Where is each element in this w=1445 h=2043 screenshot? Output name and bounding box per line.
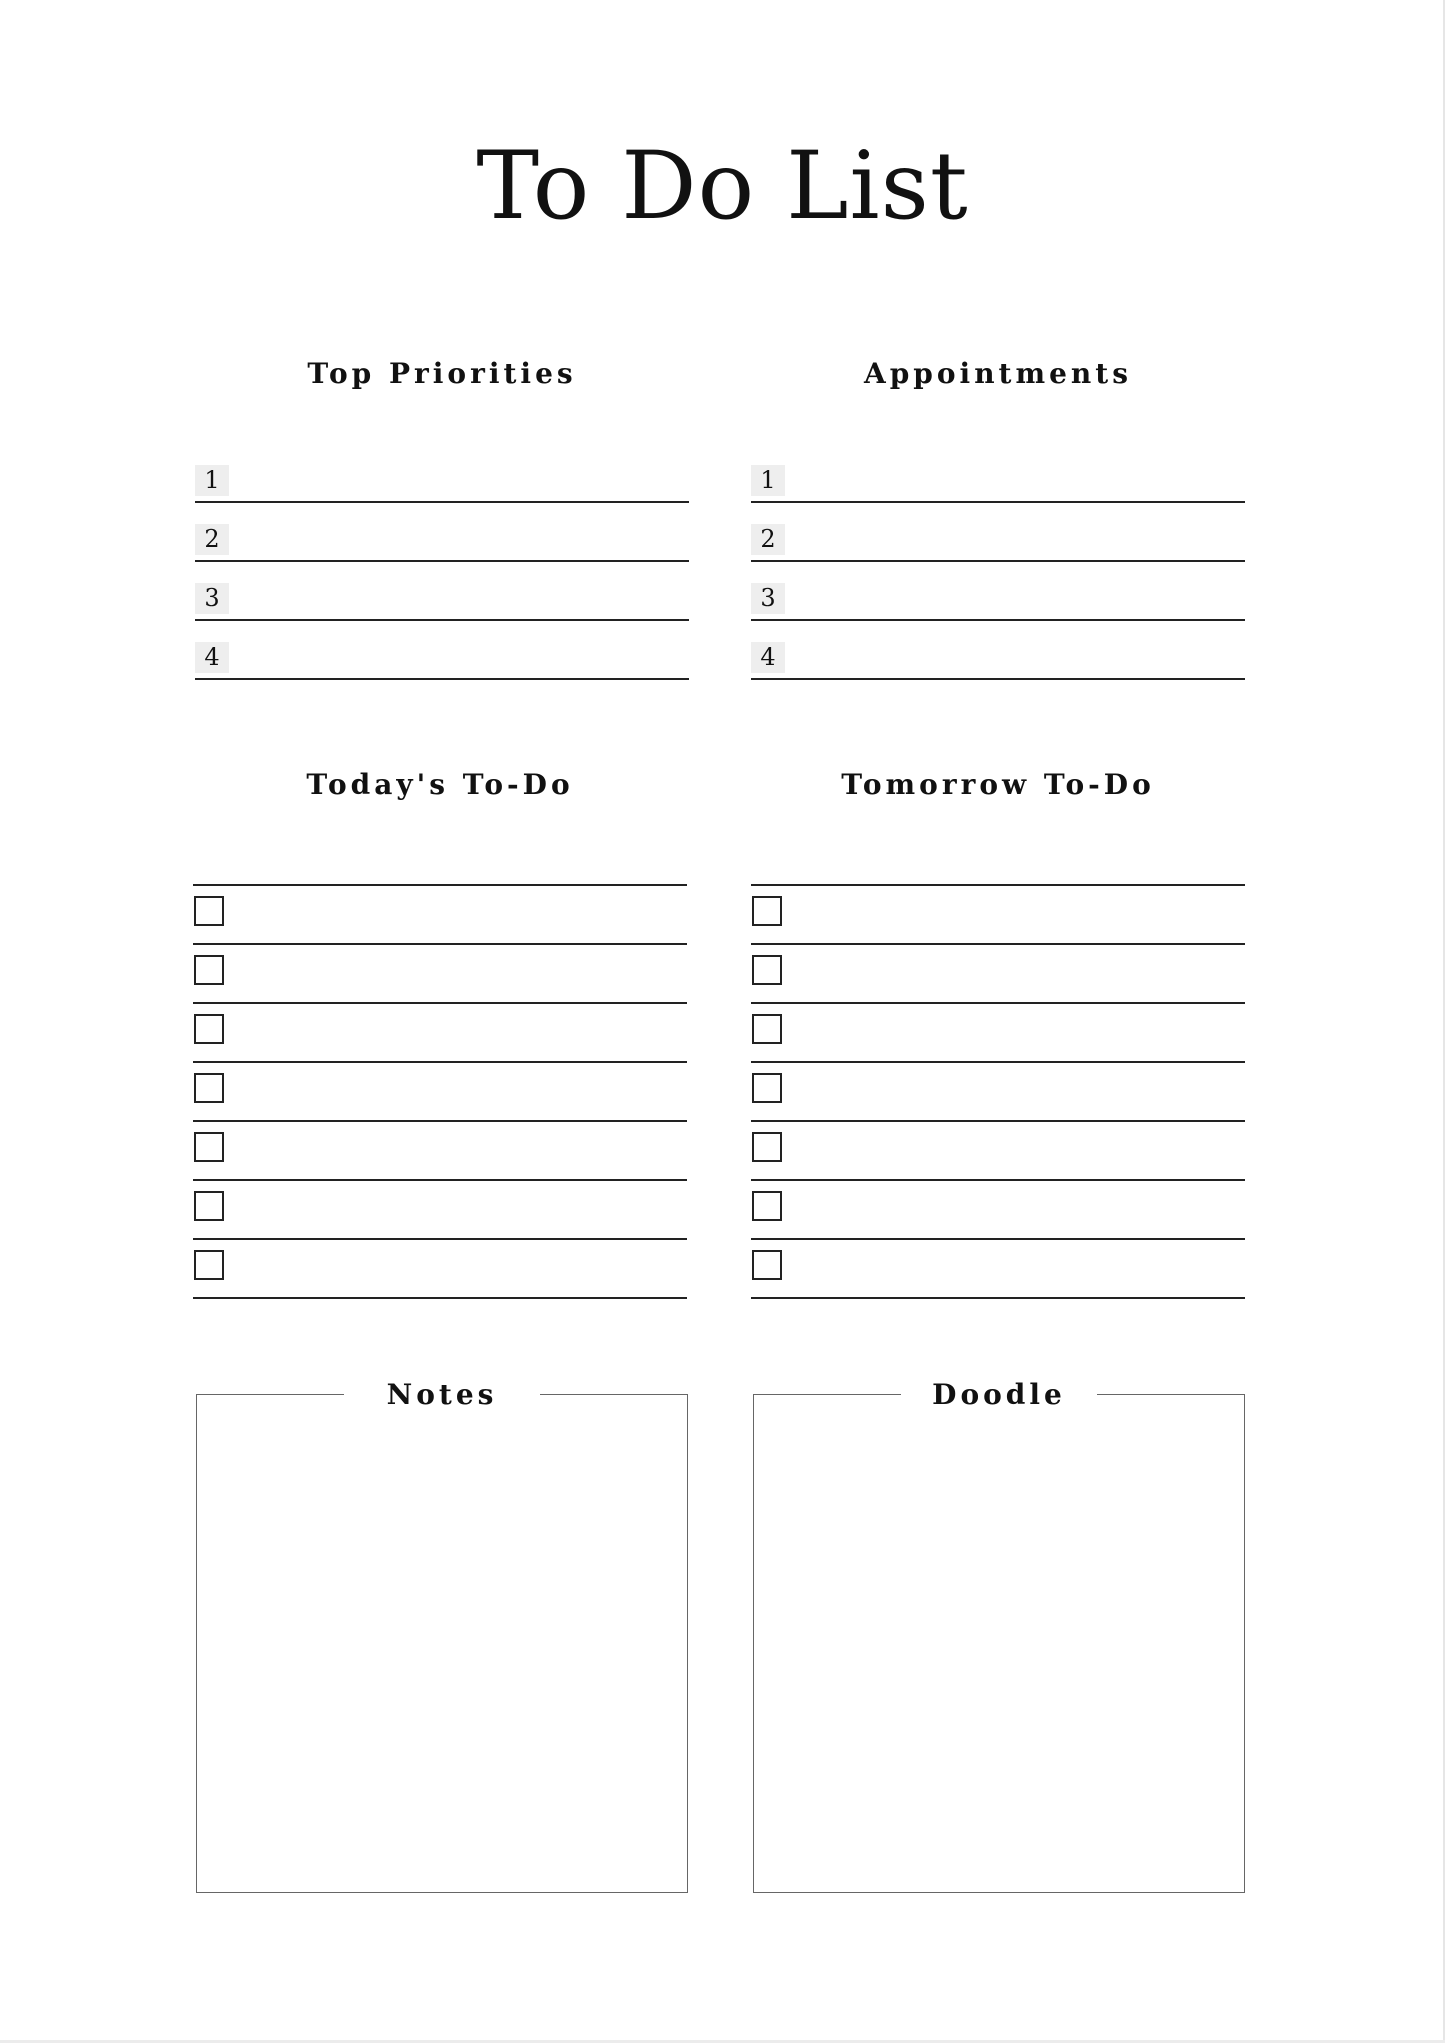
- page-title: To Do List: [476, 132, 969, 241]
- doodle-heading: Doodle: [901, 1378, 1097, 1412]
- appointments-list: [751, 464, 1245, 680]
- empty-checkbox-icon[interactable]: [752, 1191, 782, 1221]
- tomorrow-todo-line-4[interactable]: [751, 1063, 1245, 1122]
- empty-checkbox-icon[interactable]: [194, 1014, 224, 1044]
- todays-todo-heading: Today's To-Do: [306, 768, 574, 801]
- priority-line-3[interactable]: [195, 562, 689, 621]
- empty-checkbox-icon[interactable]: [752, 1250, 782, 1280]
- tomorrow-todo-heading: Tomorrow To-Do: [841, 768, 1155, 801]
- notes-heading: Notes: [344, 1378, 540, 1412]
- empty-checkbox-icon[interactable]: [752, 896, 782, 926]
- top-priorities-list: [195, 464, 689, 680]
- tomorrow-todo-line-5[interactable]: [751, 1122, 1245, 1181]
- empty-checkbox-icon[interactable]: [752, 1073, 782, 1103]
- todays-todo-line-2[interactable]: [193, 945, 687, 1004]
- priority-number: 1: [195, 465, 229, 496]
- todays-todo-line-3[interactable]: [193, 1004, 687, 1063]
- todays-todo-list: [193, 884, 687, 1299]
- todays-todo-line-5[interactable]: [193, 1122, 687, 1181]
- priority-line-1[interactable]: [195, 464, 689, 503]
- appointment-number: 1: [751, 465, 785, 496]
- tomorrow-todo-line-1[interactable]: [751, 886, 1245, 945]
- tomorrow-todo-line-3[interactable]: [751, 1004, 1245, 1063]
- empty-checkbox-icon[interactable]: [194, 1191, 224, 1221]
- appointment-line-3[interactable]: [751, 562, 1245, 621]
- tomorrow-todo-line-7[interactable]: [751, 1240, 1245, 1299]
- priority-line-4[interactable]: [195, 621, 689, 680]
- empty-checkbox-icon[interactable]: [194, 896, 224, 926]
- empty-checkbox-icon[interactable]: [194, 1073, 224, 1103]
- doodle-box[interactable]: [753, 1378, 1245, 1893]
- empty-checkbox-icon[interactable]: [752, 955, 782, 985]
- appointment-number: 4: [751, 642, 785, 673]
- todays-todo-line-6[interactable]: [193, 1181, 687, 1240]
- empty-checkbox-icon[interactable]: [752, 1014, 782, 1044]
- appointment-line-2[interactable]: [751, 503, 1245, 562]
- todays-todo-line-4[interactable]: [193, 1063, 687, 1122]
- tomorrow-todo-list: [751, 884, 1245, 1299]
- appointment-number: 3: [751, 583, 785, 614]
- appointments-heading: Appointments: [864, 357, 1132, 390]
- notes-box[interactable]: [196, 1378, 688, 1893]
- empty-checkbox-icon[interactable]: [194, 1132, 224, 1162]
- priority-number: 2: [195, 524, 229, 555]
- tomorrow-todo-line-6[interactable]: [751, 1181, 1245, 1240]
- empty-checkbox-icon[interactable]: [752, 1132, 782, 1162]
- top-priorities-heading: Top Priorities: [307, 357, 577, 390]
- appointment-line-4[interactable]: [751, 621, 1245, 680]
- appointment-number: 2: [751, 524, 785, 555]
- priority-line-2[interactable]: [195, 503, 689, 562]
- todays-todo-line-7[interactable]: [193, 1240, 687, 1299]
- todays-todo-line-1[interactable]: [193, 886, 687, 945]
- tomorrow-todo-line-2[interactable]: [751, 945, 1245, 1004]
- appointment-line-1[interactable]: [751, 464, 1245, 503]
- empty-checkbox-icon[interactable]: [194, 1250, 224, 1280]
- priority-number: 3: [195, 583, 229, 614]
- priority-number: 4: [195, 642, 229, 673]
- empty-checkbox-icon[interactable]: [194, 955, 224, 985]
